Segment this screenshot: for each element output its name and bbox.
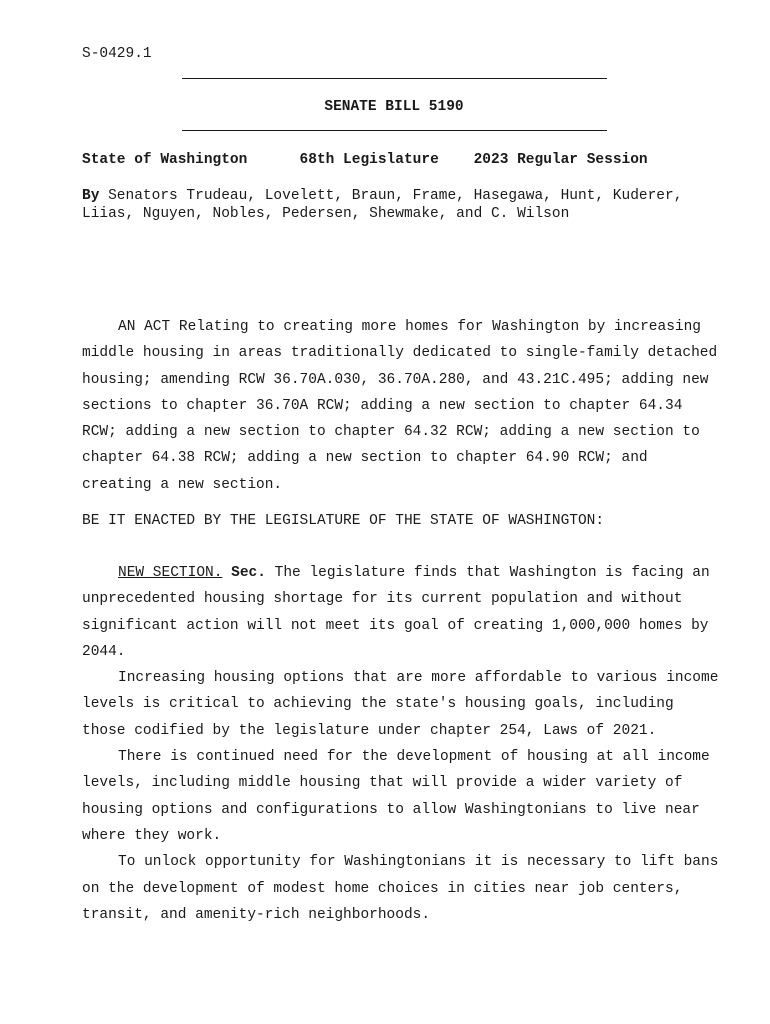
sec-label: Sec. xyxy=(231,565,266,581)
state-name: State of Washington xyxy=(82,152,248,168)
section-paragraph: To unlock opportunity for Washingtonians it is necessary to lift bans on the development of modest home choices in cities near job centers, transit, and amenity-rich neighborhoods. xyxy=(82,854,719,923)
session-line xyxy=(82,151,648,169)
act-title-text: AN ACT Relating to creating more homes for Washington by increasing middle housing in areas traditionally dedicated to single-family detached housing; amending RCW 36.70A.030, 36.70A.280, and 43.21C.495; adding new sections to chapter 36.70A RCW; adding a new section to chapter 64.34 RCW; adding a new section to chapter 64.32 RCW; adding a new section to chapter 64.38 RCW; adding a new section to chapter 64.90 RCW; and creating a new section. xyxy=(82,319,718,493)
title-rule-bottom xyxy=(182,130,607,131)
sponsors-names: Senators Trudeau, Lovelett, Braun, Frame, Hasegawa, Hunt, Kuderer, Liias, Nguyen, Nobles, Pedersen, Shewmake, and C. Wilson xyxy=(82,188,683,222)
sponsors-by-label: By xyxy=(82,188,100,204)
sponsors xyxy=(82,187,722,223)
section-paragraph: There is continued need for the development of housing at all income levels, including middle housing that will provide a wider variety of housing options and configurations to allow Washingtonians to live near where they work. xyxy=(82,749,710,844)
section-paragraph-text: The legislature finds that Washington is facing an unprecedented housing shortage for its current population and without significant action will not meet its goal of creating 1,000,000 homes by 2044. xyxy=(82,565,710,660)
enacting-clause: BE IT ENACTED BY THE LEGISLATURE OF THE STATE OF WASHINGTON: xyxy=(82,513,605,529)
legislature-name: 68th Legislature xyxy=(299,152,439,168)
session-name: 2023 Regular Session xyxy=(473,152,648,168)
new-section-label: NEW SECTION. xyxy=(118,565,223,581)
section-paragraph xyxy=(82,560,722,665)
bill-title: SENATE BILL 5190 xyxy=(324,99,464,115)
section-paragraph: Increasing housing options that are more affordable to various income levels is critical to achieving the state's housing goals, including those codified by the legislature under chapter 254, Laws of 2021. xyxy=(82,670,719,739)
title-rule-top xyxy=(182,78,607,79)
document-id: S-0429.1 xyxy=(82,46,152,62)
section-1 xyxy=(82,560,722,928)
